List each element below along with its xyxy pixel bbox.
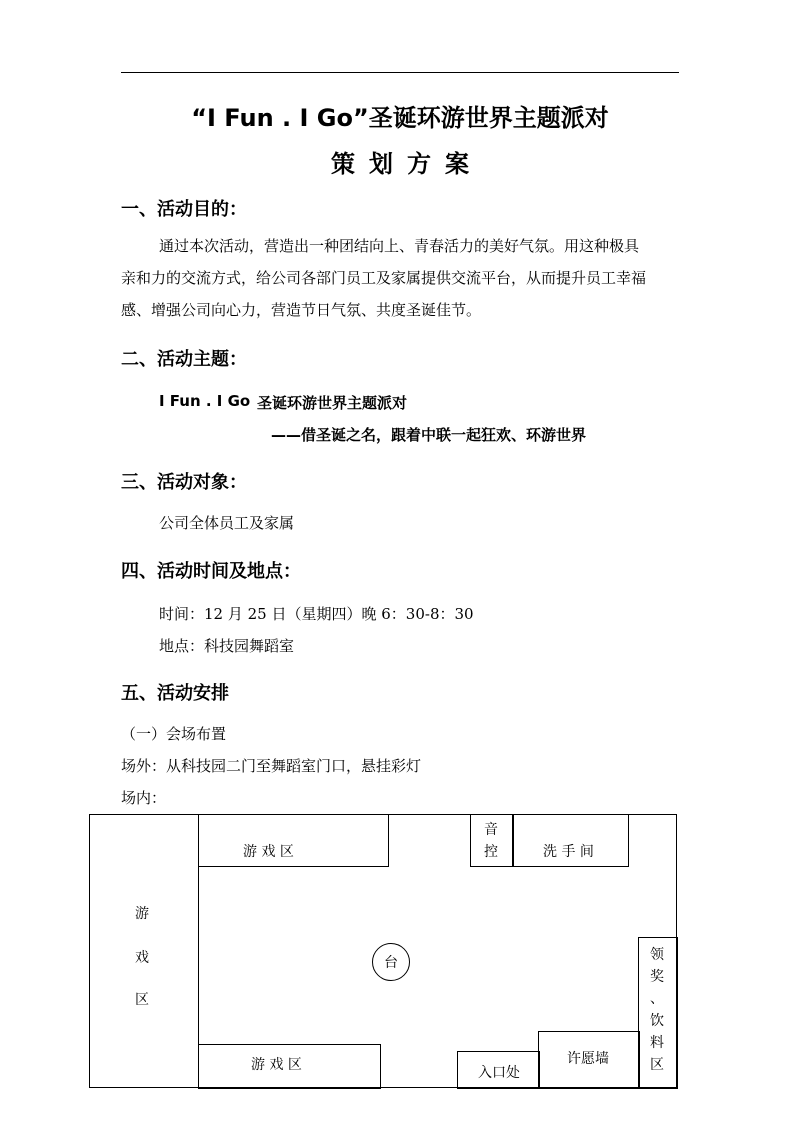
- game-area-bottom-label: 游 戏 区: [251, 1057, 302, 1073]
- section-heading-time-place: 四、活动时间及地点：: [121, 561, 301, 582]
- audio-control-char: 控: [484, 844, 498, 860]
- award-drinks-char: 饮: [650, 1013, 664, 1029]
- game-area-top-label: 游 戏 区: [243, 844, 294, 860]
- event-place: 地点：科技园舞蹈室: [159, 637, 295, 655]
- inside-label: 场内：: [121, 789, 167, 807]
- outside-decoration: 场外：从科技园二门至舞蹈室门口，悬挂彩灯: [121, 757, 422, 775]
- audio-control-char: 音: [484, 822, 498, 838]
- game-area-top: [198, 814, 389, 867]
- header-rule: [121, 72, 679, 73]
- award-drinks-char: 、: [650, 991, 664, 1007]
- stage-label: 台: [384, 955, 398, 971]
- venue-setup-subheading: （一）会场布置: [121, 725, 227, 743]
- game-area-left-char: 游: [135, 906, 149, 922]
- award-drinks-area: [638, 937, 678, 1089]
- document-title: “I Fun . I Go”圣诞环游世界主题派对: [191, 104, 609, 132]
- game-area-left-char: 戏: [135, 950, 149, 966]
- entrance-label: 入口处: [478, 1065, 520, 1081]
- wish-wall-label: 许愿墙: [567, 1051, 609, 1067]
- section-heading-arrangement: 五、活动安排: [121, 683, 229, 704]
- award-drinks-char: 区: [650, 1057, 664, 1073]
- wish-wall-area: [538, 1031, 640, 1089]
- game-area-bottom: [198, 1044, 381, 1089]
- purpose-line: 通过本次活动，营造出一种团结向上、青春活力的美好气氛。用这种极具: [159, 237, 640, 255]
- purpose-paragraph: [121, 230, 681, 326]
- purpose-line: 感、增强公司向心力，营造节日气氛、共度圣诞佳节。: [121, 301, 482, 319]
- theme-english: I Fun . I Go: [159, 392, 251, 410]
- entrance-area: [457, 1051, 540, 1089]
- stage-circle: [372, 943, 410, 981]
- restroom-area: [512, 814, 629, 867]
- game-area-left-char: 区: [135, 992, 149, 1008]
- audio-control-area: [470, 814, 514, 867]
- award-drinks-char: 料: [650, 1035, 664, 1051]
- document-subtitle: 策划方案: [331, 150, 483, 178]
- venue-floor-plan: [89, 814, 677, 1088]
- section-heading-purpose: 一、活动目的：: [121, 199, 247, 220]
- audience-text: 公司全体员工及家属: [159, 514, 295, 532]
- award-drinks-char: 奖: [650, 969, 664, 985]
- purpose-line: 亲和力的交流方式，给公司各部门员工及家属提供交流平台，从而提升员工幸福: [121, 269, 647, 287]
- restroom-label: 洗 手 间: [543, 844, 594, 860]
- section-heading-theme: 二、活动主题：: [121, 349, 247, 370]
- theme-chinese: 圣诞环游世界主题派对: [257, 394, 408, 412]
- award-drinks-char: 领: [650, 947, 664, 963]
- section-heading-audience: 三、活动对象：: [121, 472, 247, 493]
- theme-slogan: ——借圣诞之名，跟着中联一起狂欢、环游世界: [271, 426, 587, 444]
- event-time: 时间：12 月 25 日（星期四）晚 6：30-8：30: [159, 605, 474, 623]
